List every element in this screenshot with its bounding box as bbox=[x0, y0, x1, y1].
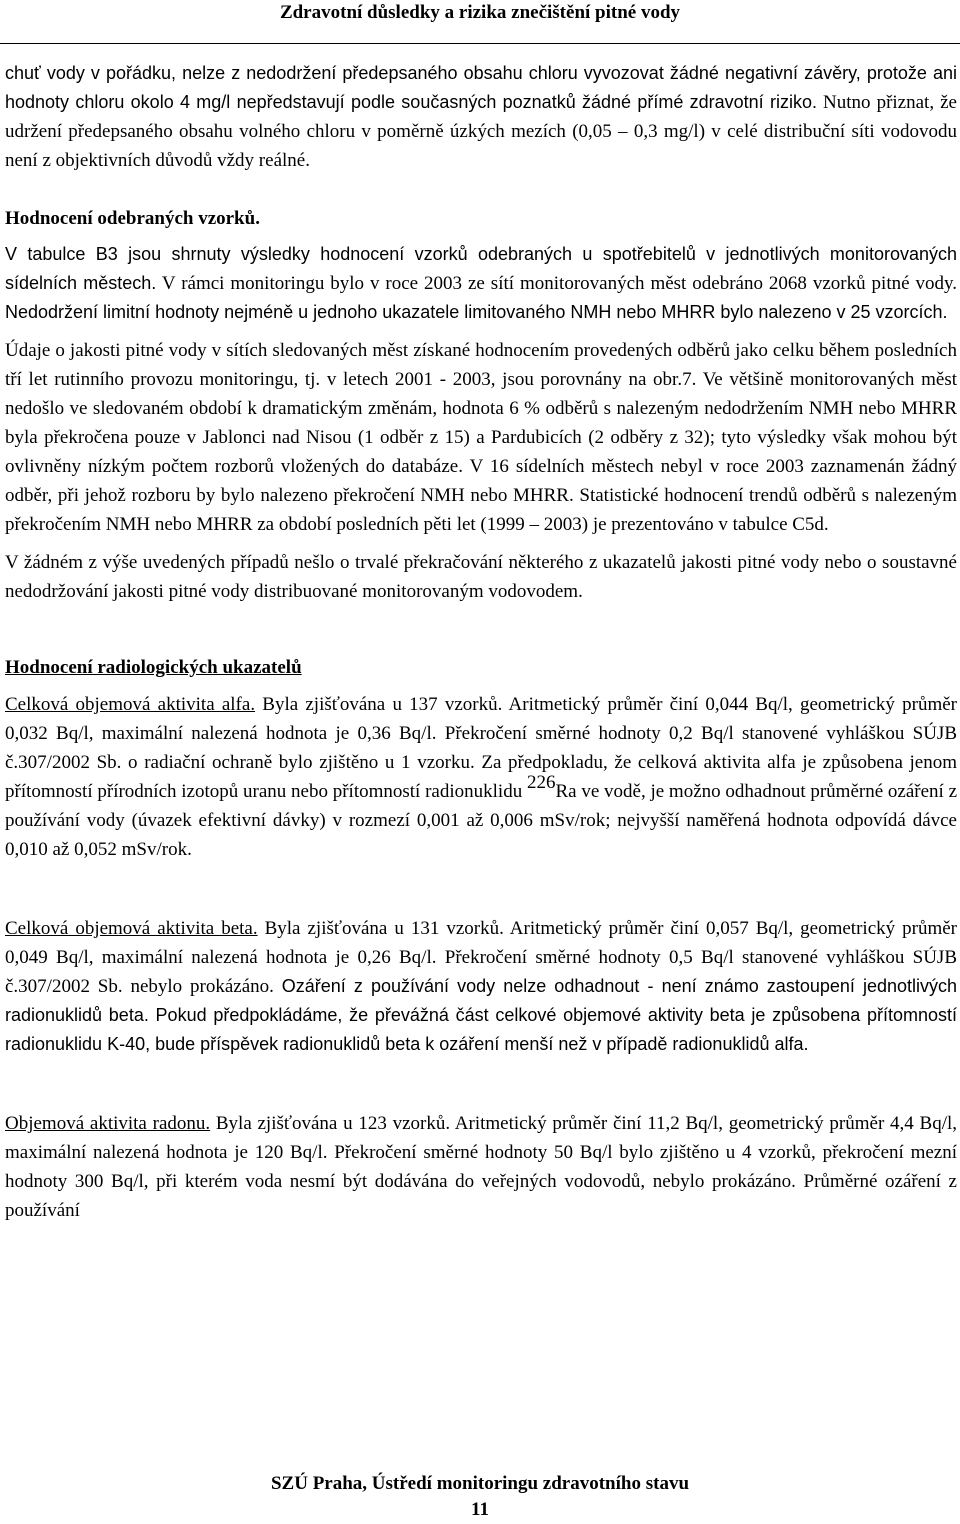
footer-organization: SZÚ Praha, Ústředí monitoringu zdravotního stavu bbox=[270, 1473, 690, 1494]
paragraph-radon bbox=[5, 1109, 957, 1225]
isotope-mass-number: 226 bbox=[526, 772, 556, 793]
paragraph-text: Byla zjišťována u 137 vzorků. Aritmetický průměr činí 0,044 Bq/l, geometrický průměr 0,032 Bq/l, maximální nalezená hodnota je 0,36 Bq/l. Překročení směrné hodnoty 0,2 Bq/l stanovené vyhláškou SÚJB č.307/2002 Sb. o radiační ochraně bylo zjištěno u 1 vzorku. Za předpokladu, že celková aktivita alfa je způsobena jenom přítomností přírodních izotopů uranu nebo přítomností radionuklidu bbox=[5, 694, 957, 802]
section-heading-radiology: Hodnocení radiologických ukazatelů bbox=[5, 657, 302, 678]
paragraph-text: V tabulce B3 jsou shrnuty výsledky hodnocení vzorků odebraných u spotřebitelů v jednotlivých monitorovaných sídelních městech. bbox=[5, 244, 957, 293]
paragraph-beta bbox=[5, 914, 957, 1059]
paragraph-text: Údaje o jakosti pitné vody v sítích sledovaných měst získané hodnocením provedených odběrů jako celku během posledních tří let rutinního provozu monitoringu, tj. v letech 2001 - 2003, jsou porovnány na obr.7. bbox=[5, 340, 957, 390]
paragraph-samples bbox=[5, 240, 957, 327]
section-heading-samples: Hodnocení odebraných vzorků. bbox=[5, 208, 260, 229]
header-divider bbox=[0, 43, 960, 44]
paragraph-text: Ra ve vodě, je možno odhadnout průměrné ozáření z používání vody (úvazek efektivní dávky) v rozmezí 0,001 až 0,006 mSv/rok; nejvyšší naměřená hodnota odpovídá dávce 0,010 až 0,052 mSv/rok. bbox=[5, 781, 957, 860]
page-header: Zdravotní důsledky a rizika znečištění pitné vody bbox=[279, 2, 681, 23]
beta-label: Celková objemová aktivita beta. bbox=[5, 918, 258, 939]
paragraph-text: Ve většině monitorovaných měst nedošlo ve sledovaném období k dramatickým změnám, hodnota 6 % odběrů s nalezeným nedodržením NMH nebo MHRR byla překročena pouze v Jablonci nad Nisou (1 odběr z 15) a Pardubicích (2 odběry z 32); tyto výsledky však mohou být ovlivněny nízkým počtem rozborů vložených do databáze. bbox=[5, 369, 957, 477]
paragraph-quality bbox=[5, 336, 957, 539]
paragraph-text: Ozáření z používání vody nelze odhadnout - není známo zastoupení jednotlivých radionuklidů beta. Pokud předpokládáme, že převážná část celkové objemové aktivity beta je způsobena přítomností radionuklidu K-40, bude příspěvek radionuklidů beta k ozáření menší než v případě radionuklidů alfa. bbox=[5, 976, 958, 1054]
radon-label: Objemová aktivita radonu. bbox=[5, 1113, 211, 1134]
paragraph-text: Byla zjišťována u 131 vzorků. Aritmetický průměr činí 0,057 Bq/l, geometrický průměr 0,049 Bq/l, maximální nalezená hodnota je 0,26 Bq/l. Překročení směrné hodnoty 0,5 Bq/l stanovené vyhláškou SÚJB č.307/2002 Sb. nebylo prokázáno. bbox=[5, 918, 957, 997]
page-number: 11 bbox=[471, 1499, 489, 1520]
paragraph-text: Nedodržení limitní hodnoty nejméně u jednoho ukazatele limitovaného NMH nebo MHRR bylo nalezeno v 25 vzorcích. bbox=[5, 302, 948, 322]
paragraph-chlorine bbox=[5, 59, 957, 175]
alpha-label: Celková objemová aktivita alfa. bbox=[5, 694, 256, 715]
paragraph-text: chuť vody v pořádku, nelze z nedodržení předepsaného obsahu chloru vyvozovat žádné negativní závěry, protože ani hodnoty chloru okolo 4 mg/l nepředstavují podle současných poznatků žádné přímé zdravotní riziko. bbox=[5, 63, 957, 112]
paragraph-text: V 16 sídelních městech nebyl v roce 2003 zaznamenán žádný odběr, při jehož rozboru by bylo nalezeno překročení NMH nebo MHRR. bbox=[5, 456, 957, 506]
page-footer bbox=[0, 1471, 960, 1523]
paragraph-text: Statistické hodnocení trendů odběrů s nalezeným překročením NMH nebo MHRR za období posledních pěti let (1999 – 2003) je prezentováno v tabulce C5d. bbox=[5, 485, 958, 535]
paragraph-text: Nutno přiznat, že udržení předepsaného obsahu volného chloru v poměrně úzkých mezích (0,05 – 0,3 mg/l) v celé distribuční síti vodovodu není z objektivních důvodů vždy reálné. bbox=[5, 92, 957, 171]
paragraph-alpha bbox=[5, 690, 957, 864]
page-content bbox=[5, 59, 957, 1225]
paragraph-text: Byla zjišťována u 123 vzorků. Aritmetický průměr činí 11,2 Bq/l, geometrický průměr 4,4 Bq/l, maximální nalezená hodnota je 120 Bq/l. Překročení směrné hodnoty 50 Bq/l bylo zjištěno u 4 vzorků, překročení mezní hodnoty 300 Bq/l, při kterém voda nesmí být dodávána do veřejných vodovodů, nebylo prokázáno. Průměrné ozáření z používání bbox=[5, 1113, 957, 1221]
paragraph-text: V rámci monitoringu bylo v roce 2003 ze sítí monitorovaných měst odebráno 2068 vzorků pitné vody. bbox=[161, 273, 957, 294]
paragraph-no-permanent-exceedance: V žádném z výše uvedených případů nešlo o trvalé překračování některého z ukazatelů jakosti pitné vody nebo o soustavné nedodržování jakosti pitné vody distribuované monitorovaným vodovodem. bbox=[5, 552, 957, 602]
